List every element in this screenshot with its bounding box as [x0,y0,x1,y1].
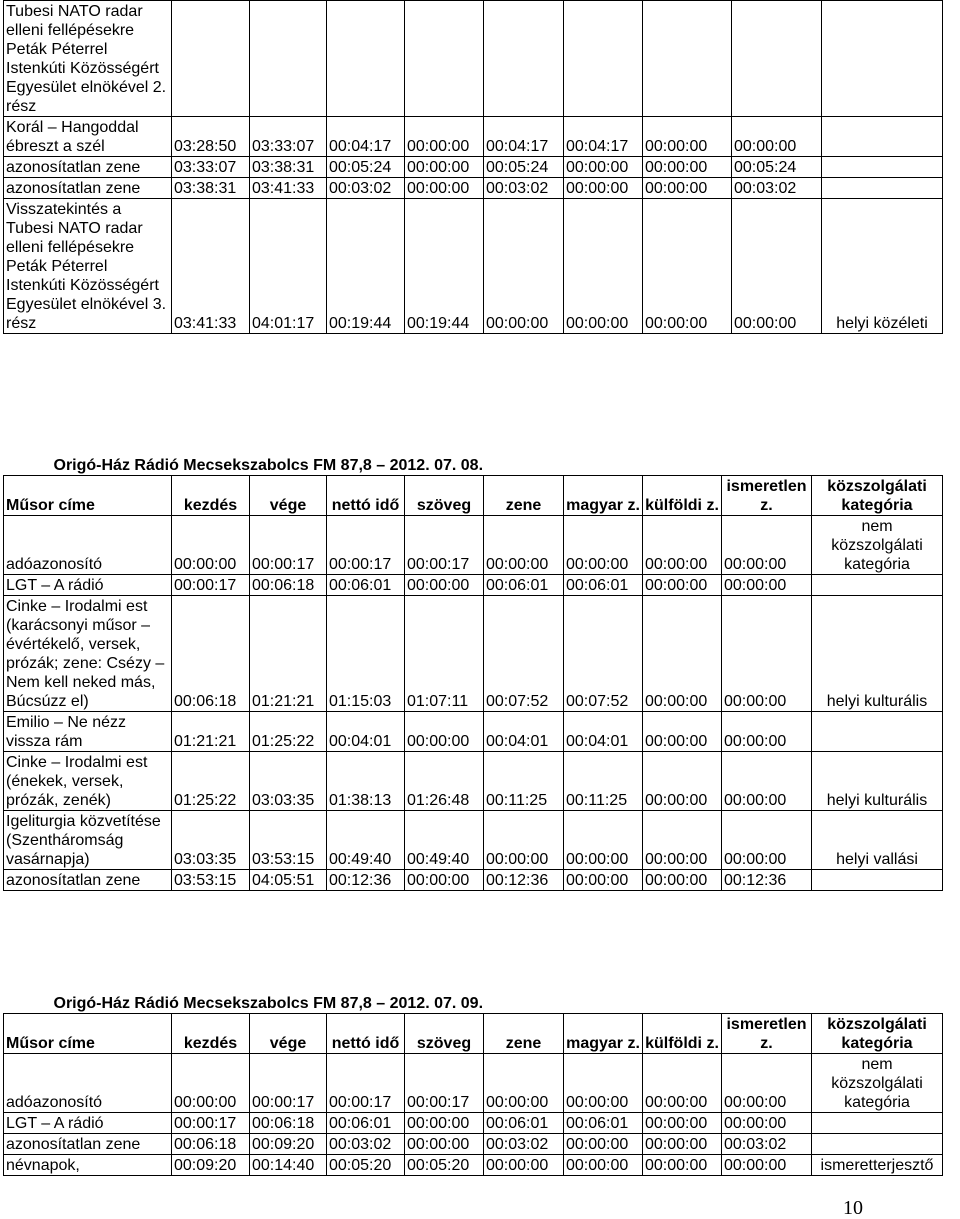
time-cell: 00:09:20 [172,1155,250,1176]
time-cell: 00:00:00 [564,1155,643,1176]
time-cell: 00:06:18 [250,575,327,596]
time-cell: 01:15:03 [327,596,405,712]
time-cell: 00:06:01 [327,1113,405,1134]
table-2012-07-09-body [4,993,943,1176]
time-cell: 00:04:17 [484,117,564,157]
column-header: nettó idő [327,476,405,516]
time-cell: 00:00:00 [564,516,643,575]
time-cell: 04:05:51 [250,870,327,891]
program-title-cell: Cinke – Irodalmi est (karácsonyi műsor – évértékelő, versek, prózák; zene: Csézy – Nem kell neked más, Búcsúzz el) [4,596,172,712]
category-cell [822,117,943,157]
program-title-cell: azonosítatlan zene [4,178,172,199]
time-cell: 00:06:01 [484,1113,564,1134]
table-row [4,1054,943,1113]
program-title-cell: névnapok, [4,1155,172,1176]
time-cell: 00:04:17 [564,117,643,157]
header-row [4,476,943,516]
category-cell: helyi kulturális [812,596,943,712]
category-cell: helyi közéleti [822,199,943,334]
table-row [4,199,943,334]
time-cell: 00:00:00 [643,870,722,891]
time-cell: 03:38:31 [250,157,327,178]
time-cell: 00:00:00 [564,178,643,199]
column-header: közszolgálati kategória [812,476,943,516]
time-cell: 03:03:35 [250,752,327,811]
category-cell [822,157,943,178]
time-cell: 01:25:22 [172,752,250,811]
time-cell: 00:00:00 [643,117,732,157]
time-cell: 00:00:00 [722,811,812,870]
time-cell: 00:00:00 [405,1113,484,1134]
program-title-cell: Korál – Hangoddal ébreszt a szél [4,117,172,157]
time-cell: 00:04:01 [484,712,564,752]
time-cell: 00:00:00 [722,1113,812,1134]
time-cell: 00:00:00 [643,1054,722,1113]
time-cell: 00:00:00 [484,516,564,575]
time-cell: 00:00:00 [732,117,822,157]
time-cell: 00:00:00 [405,1134,484,1155]
time-cell: 00:00:00 [643,1134,722,1155]
column-header: ismeretlen z. [722,476,812,516]
column-header: magyar z. [564,476,643,516]
category-cell: nem közszolgálati kategória [812,1054,943,1113]
time-cell: 00:00:00 [643,516,722,575]
table-row [4,752,943,811]
program-title-cell: Visszatekintés a Tubesi NATO radar elleni fellépésekre Peták Péterrel Istenkúti Közösségért Egyesület elnökével 3. rész [4,199,172,334]
table-row [4,1134,943,1155]
time-cell: 00:00:00 [172,516,250,575]
table-title: Origó-Ház Rádió Mecsekszabolcs FM 87,8 – 2012. 07. 08. [53,457,484,474]
time-cell: 03:28:50 [172,117,250,157]
time-cell: 00:04:01 [327,712,405,752]
program-title-cell: Emilio – Ne nézz vissza rám [4,712,172,752]
time-cell: 00:00:00 [643,178,732,199]
time-cell: 00:00:17 [172,1113,250,1134]
column-header: Műsor címe [4,1014,172,1054]
time-cell: 03:53:15 [172,870,250,891]
time-cell: 00:09:20 [250,1134,327,1155]
column-header: zene [484,476,564,516]
time-cell: 01:21:21 [250,596,327,712]
time-cell: 00:00:00 [564,811,643,870]
time-cell: 00:19:44 [405,199,484,334]
time-cell: 00:00:00 [643,157,732,178]
table-row [4,1,943,117]
time-cell: 00:00:00 [564,1054,643,1113]
time-cell: 00:05:24 [327,157,405,178]
time-cell: 00:00:00 [564,199,643,334]
time-cell: 03:41:33 [172,199,250,334]
time-cell: 03:33:07 [250,117,327,157]
category-cell [812,1113,943,1134]
table-title: Origó-Ház Rádió Mecsekszabolcs FM 87,8 – 2012. 07. 09. [53,995,484,1012]
program-title-cell: Igeliturgia közvetítése (Szentháromság vasárnapja) [4,811,172,870]
column-header: külföldi z. [643,476,722,516]
time-cell: 00:00:00 [643,596,722,712]
program-title-cell: azonosítatlan zene [4,157,172,178]
column-header: közszolgálati kategória [812,1014,943,1054]
time-cell: 00:00:17 [172,575,250,596]
time-cell: 00:00:00 [405,157,484,178]
table-continuation [3,0,943,334]
column-header: magyar z. [564,1014,643,1054]
time-cell [564,1,643,117]
column-header: zene [484,1014,564,1054]
column-header: vége [250,476,327,516]
time-cell: 00:00:17 [405,1054,484,1113]
time-cell: 00:00:00 [722,752,812,811]
time-cell: 01:38:13 [327,752,405,811]
time-cell: 00:00:17 [405,516,484,575]
time-cell: 03:03:35 [172,811,250,870]
time-cell: 00:00:00 [405,117,484,157]
time-cell: 00:11:25 [484,752,564,811]
table-row [4,712,943,752]
category-cell: helyi kulturális [812,752,943,811]
time-cell: 03:41:33 [250,178,327,199]
time-cell [732,1,822,117]
program-title-cell: adóazonosító [4,516,172,575]
column-header: ismeretlen z. [722,1014,812,1054]
category-cell [812,870,943,891]
time-cell [172,1,250,117]
time-cell: 00:00:00 [643,1113,722,1134]
time-cell: 00:00:00 [405,712,484,752]
time-cell: 00:00:00 [643,811,722,870]
time-cell: 00:12:36 [722,870,812,891]
time-cell: 00:49:40 [327,811,405,870]
time-cell: 00:00:00 [722,516,812,575]
time-cell: 00:00:17 [250,516,327,575]
time-cell: 00:03:02 [327,1134,405,1155]
time-cell: 00:05:20 [405,1155,484,1176]
time-cell: 00:07:52 [484,596,564,712]
table-row [4,811,943,870]
column-header: szöveg [405,1014,484,1054]
time-cell: 00:12:36 [484,870,564,891]
time-cell: 00:00:00 [643,575,722,596]
program-title-cell: azonosítatlan zene [4,870,172,891]
time-cell: 00:06:01 [564,1113,643,1134]
time-cell: 00:06:18 [172,596,250,712]
column-header: Műsor címe [4,476,172,516]
time-cell: 00:00:00 [722,1155,812,1176]
table-row [4,1155,943,1176]
time-cell: 00:00:00 [722,1054,812,1113]
time-cell: 00:00:00 [484,1054,564,1113]
time-cell: 00:00:17 [327,1054,405,1113]
time-cell: 00:05:24 [732,157,822,178]
time-cell: 00:07:52 [564,596,643,712]
table-row [4,516,943,575]
time-cell: 00:06:01 [484,575,564,596]
category-cell [812,575,943,596]
time-cell: 00:00:00 [643,1155,722,1176]
category-cell: helyi vallási [812,811,943,870]
time-cell: 00:06:18 [250,1113,327,1134]
time-cell: 00:06:18 [172,1134,250,1155]
time-cell: 00:03:02 [722,1134,812,1155]
time-cell [405,1,484,117]
table-2012-07-08 [3,455,943,891]
time-cell: 00:04:01 [564,712,643,752]
category-cell [822,178,943,199]
time-cell: 00:03:02 [484,1134,564,1155]
table-continuation-body [4,1,943,334]
time-cell: 00:06:01 [564,575,643,596]
time-cell: 00:19:44 [327,199,405,334]
time-cell: 00:00:00 [722,712,812,752]
category-cell [812,712,943,752]
time-cell: 01:07:11 [405,596,484,712]
time-cell: 03:33:07 [172,157,250,178]
time-cell: 00:00:00 [643,752,722,811]
column-header: kezdés [172,1014,250,1054]
time-cell: 00:11:25 [564,752,643,811]
time-cell [484,1,564,117]
time-cell: 00:00:17 [327,516,405,575]
table-2012-07-08-body [4,455,943,891]
column-header: szöveg [405,476,484,516]
time-cell: 00:06:01 [327,575,405,596]
category-cell [822,1,943,117]
time-cell: 04:01:17 [250,199,327,334]
time-cell: 00:05:20 [327,1155,405,1176]
column-header: külföldi z. [643,1014,722,1054]
column-header: nettó idő [327,1014,405,1054]
table-row [4,575,943,596]
time-cell [250,1,327,117]
time-cell: 00:00:00 [732,199,822,334]
program-title-cell: Cinke – Irodalmi est (énekek, versek, prózák, zenék) [4,752,172,811]
page-number: 10 [843,1197,863,1219]
time-cell: 03:38:31 [172,178,250,199]
time-cell [643,1,732,117]
time-cell: 00:00:00 [484,811,564,870]
time-cell: 00:03:02 [732,178,822,199]
time-cell: 00:00:00 [484,1155,564,1176]
time-cell: 01:25:22 [250,712,327,752]
time-cell: 00:00:00 [643,712,722,752]
table-row [4,870,943,891]
time-cell: 00:00:00 [405,870,484,891]
time-cell: 00:00:00 [564,1134,643,1155]
program-title-cell: azonosítatlan zene [4,1134,172,1155]
time-cell: 00:00:00 [405,178,484,199]
program-title-cell: Tubesi NATO radar elleni fellépésekre Peták Péterrel Istenkúti Közösségért Egyesület elnökével 2. rész [4,1,172,117]
header-row [4,1014,943,1054]
time-cell: 00:00:00 [722,596,812,712]
table-row [4,596,943,712]
category-cell: ismeretterjesztő [812,1155,943,1176]
time-cell: 00:00:00 [722,575,812,596]
time-cell: 00:14:40 [250,1155,327,1176]
program-title-cell: adóazonosító [4,1054,172,1113]
program-title-cell: LGT – A rádió [4,575,172,596]
table-row [4,1113,943,1134]
time-cell: 00:00:00 [172,1054,250,1113]
time-cell: 00:03:02 [327,178,405,199]
time-cell: 00:00:00 [484,199,564,334]
time-cell: 00:00:00 [643,199,732,334]
time-cell: 00:03:02 [484,178,564,199]
time-cell [327,1,405,117]
time-cell: 00:00:00 [405,575,484,596]
time-cell: 01:21:21 [172,712,250,752]
column-header: vége [250,1014,327,1054]
category-cell: nem közszolgálati kategória [812,516,943,575]
table-row [4,117,943,157]
table-row [4,157,943,178]
time-cell: 00:00:17 [250,1054,327,1113]
program-title-cell: LGT – A rádió [4,1113,172,1134]
table-2012-07-09 [3,993,943,1176]
time-cell: 00:12:36 [327,870,405,891]
table-row [4,178,943,199]
time-cell: 00:00:00 [564,870,643,891]
time-cell: 00:04:17 [327,117,405,157]
time-cell: 00:00:00 [564,157,643,178]
time-cell: 00:05:24 [484,157,564,178]
time-cell: 01:26:48 [405,752,484,811]
time-cell: 03:53:15 [250,811,327,870]
column-header: kezdés [172,476,250,516]
category-cell [812,1134,943,1155]
time-cell: 00:49:40 [405,811,484,870]
